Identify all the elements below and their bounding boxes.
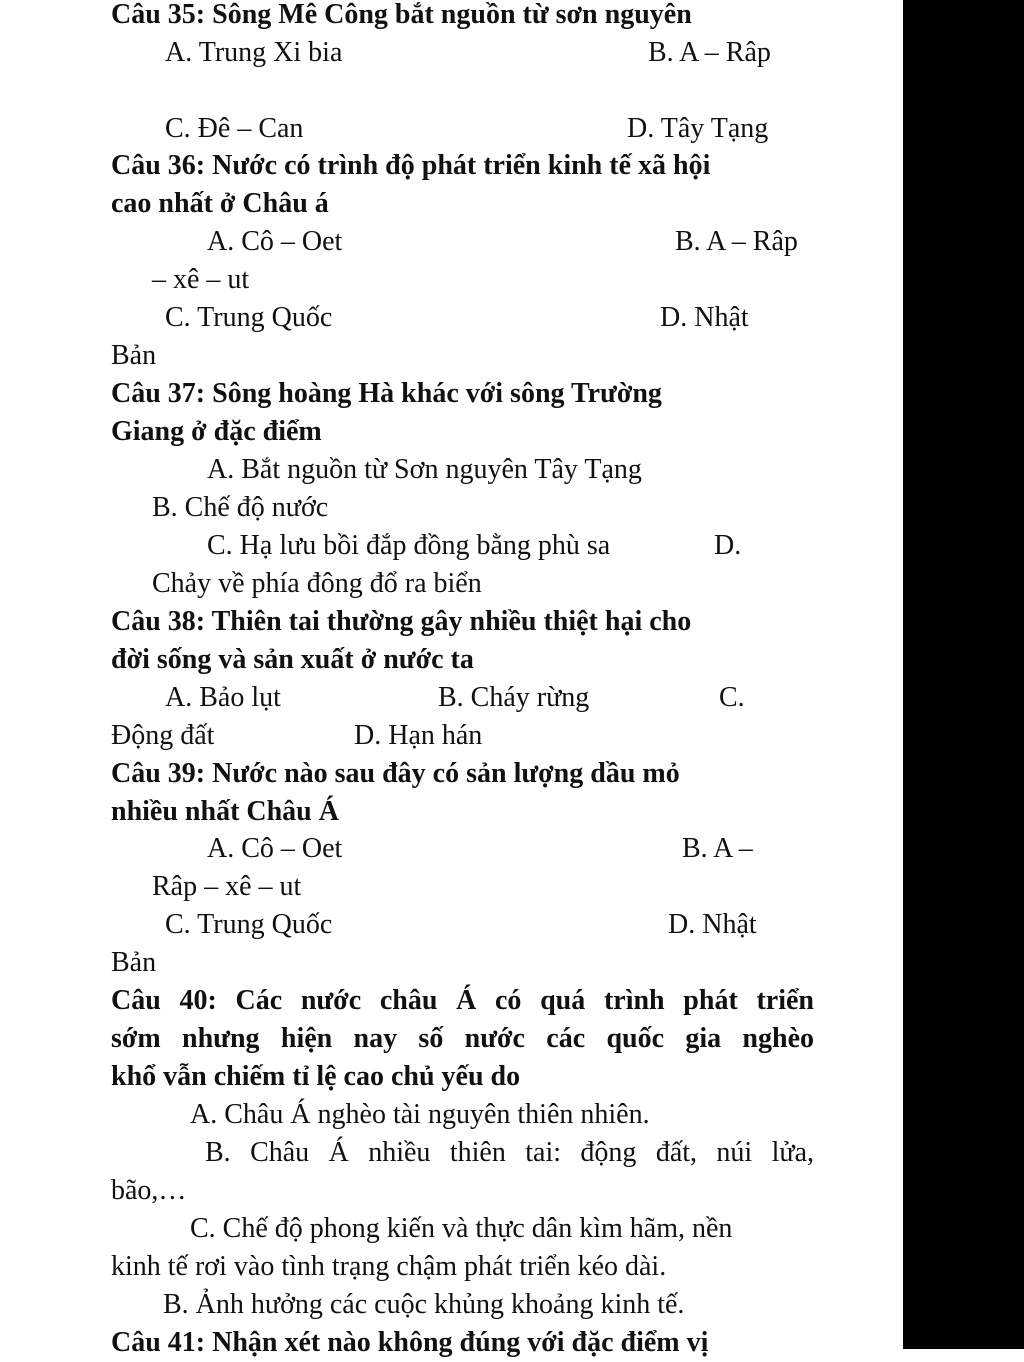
q40-option-b-cont: bão,… [111, 1175, 187, 1206]
q35-option-a: A. Trung Xi bia [165, 37, 343, 68]
q39-option-d-cont: Bản [111, 947, 157, 978]
q38-option-d: D. Hạn hán [354, 720, 483, 751]
q36-option-d-cont: Bản [111, 340, 157, 371]
q36-option-b: B. A – Râp [675, 226, 798, 257]
q40-option-c: C. Chế độ phong kiến và thực dân kìm hãm, nền [190, 1213, 733, 1244]
question-41-title: Câu 41: Nhận xét nào không đúng với đặc điểm vị [111, 1327, 709, 1358]
q35-option-d: D. Tây Tạng [627, 113, 769, 144]
q38-option-c: C. [719, 682, 745, 713]
q40-option-a: A. Châu Á nghèo tài nguyên thiên nhiên. [190, 1099, 650, 1130]
question-37-title-cont: Giang ở đặc điểm [111, 416, 322, 447]
q38-option-c-cont: Động đất [111, 720, 215, 751]
question-39-title-cont: nhiều nhất Châu Á [111, 796, 339, 827]
q38-option-b: B. Cháy rừng [438, 682, 590, 713]
q37-option-d: D. [714, 530, 742, 561]
q39-option-b: B. A – [682, 833, 753, 864]
question-40-title-line3: khổ vẫn chiếm tỉ lệ cao chủ yếu do [111, 1061, 521, 1092]
q38-option-a: A. Bảo lụt [165, 682, 281, 713]
question-36-title-cont: cao nhất ở Châu á [111, 188, 329, 219]
right-black-bar [903, 0, 1024, 1349]
q39-option-c: C. Trung Quốc [165, 909, 333, 940]
q39-option-a: A. Cô – Oet [207, 833, 343, 864]
q37-option-d-cont: Chảy về phía đông đổ ra biển [152, 568, 482, 599]
q40-option-b: B. Châu Á nhiều thiên tai: động đất, núi lửa, [205, 1137, 814, 1168]
question-39-title: Câu 39: Nước nào sau đây có sản lượng dầu mỏ [111, 758, 680, 789]
q36-option-a: A. Cô – Oet [207, 226, 343, 257]
q36-option-b-cont: – xê – ut [152, 264, 250, 295]
q37-option-b: B. Chế độ nước [152, 492, 329, 523]
question-36-title: Câu 36: Nước có trình độ phát triển kinh tế xã hội [111, 150, 711, 181]
q37-option-c: C. Hạ lưu bồi đắp đồng bằng phù sa [207, 530, 611, 561]
question-40-title: Câu 40: Các nước châu Á có quá trình phát triển [111, 985, 814, 1016]
q39-option-b-cont: Râp – xê – ut [152, 871, 302, 902]
q37-option-a: A. Bắt nguồn từ Sơn nguyên Tây Tạng [207, 454, 642, 485]
q40-option-d: B. Ảnh hưởng các cuộc khủng khoảng kinh tế. [163, 1289, 685, 1320]
question-35-title: Câu 35: Sông Mê Công bắt nguồn từ sơn nguyên [111, 0, 692, 30]
question-40-title-line2: sớm nhưng hiện nay số nước các quốc gia nghèo [111, 1023, 814, 1054]
q36-option-c: C. Trung Quốc [165, 302, 333, 333]
q40-option-c-cont: kinh tế rơi vào tình trạng chậm phát triển kéo dài. [111, 1251, 667, 1282]
q36-option-d: D. Nhật [660, 302, 749, 333]
q35-option-b: B. A – Râp [648, 37, 771, 68]
question-38-title: Câu 38: Thiên tai thường gây nhiều thiệt hại cho [111, 606, 692, 637]
q35-option-c: C. Đê – Can [165, 113, 304, 144]
question-37-title: Câu 37: Sông hoàng Hà khác với sông Trường [111, 378, 662, 409]
question-38-title-cont: đời sống và sản xuất ở nước ta [111, 644, 474, 675]
q39-option-d: D. Nhật [668, 909, 757, 940]
